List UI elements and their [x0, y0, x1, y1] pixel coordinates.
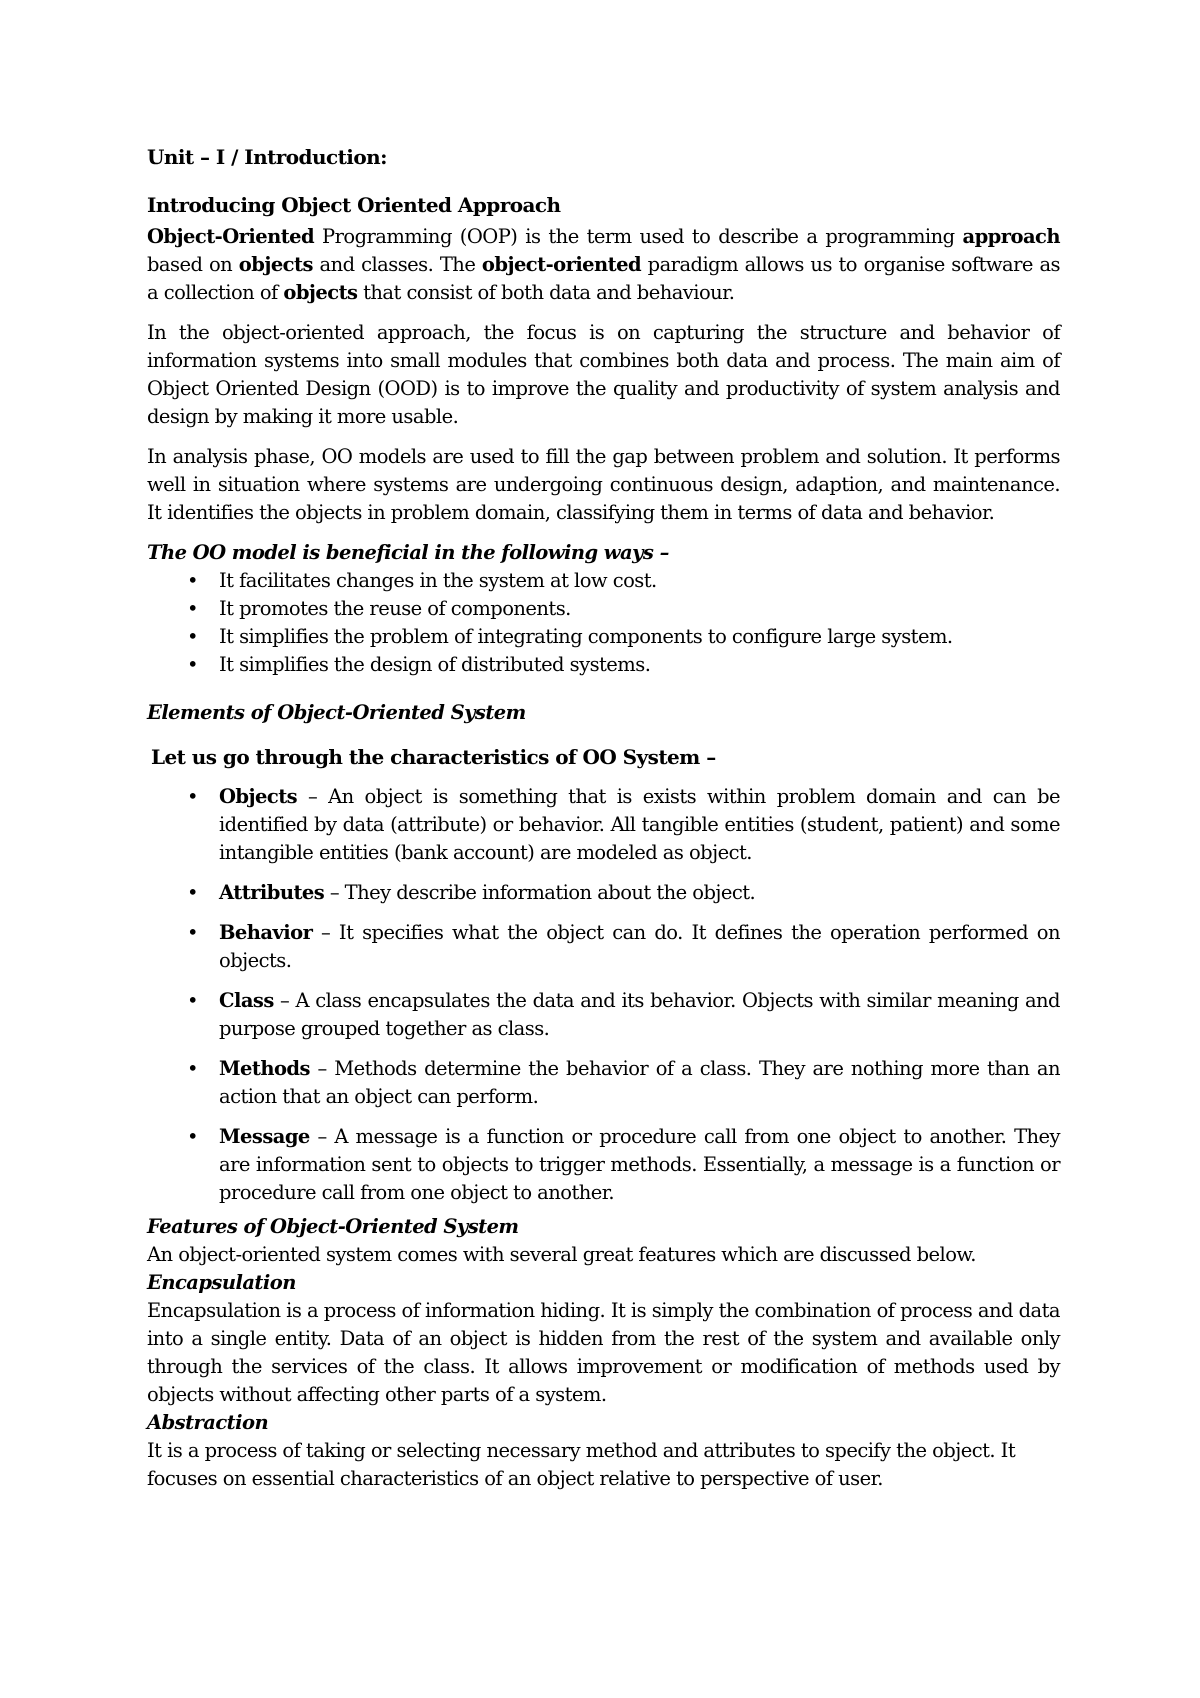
benefits-list [147, 567, 1060, 679]
characteristic-desc: – An object is something that is exists within problem domain and can be identified by data (attribute) or behavior. All tangible entities (student, patient) and some intangible entities (bank account) are modeled as object. [219, 785, 1060, 864]
characteristic-desc: – Methods determine the behavior of a class. They are nothing more than an action that an object can perform. [219, 1057, 1060, 1108]
oop-text-1: Programming (OOP) is the term used to describe a programming [314, 225, 963, 248]
oop-paragraph [147, 223, 1060, 307]
list-item [147, 1055, 1060, 1111]
characteristic-desc: – A class encapsulates the data and its behavior. Objects with similar meaning and purpose grouped together as class. [219, 989, 1060, 1040]
list-item [147, 783, 1060, 867]
analysis-paragraph: In analysis phase, OO models are used to fill the gap between problem and solution. It performs well in situation where systems are undergoing continuous design, adaption, and maintenance. It identifies the objects in problem domain, classifying them in terms of data and behavior. [147, 445, 1060, 524]
oop-text-2: based on [147, 253, 239, 276]
list-item: • It simplifies the design of distributed systems. [147, 651, 1060, 679]
oop-text-4: paradigm allows us to organise software as a collection of [147, 253, 1060, 304]
encapsulation-text: Encapsulation is a process of information hiding. It is simply the combination of process and data into a single entity. Data of an object is hidden from the rest of the system and available only through the services of the class. It allows improvement or modification of methods used by objects without affecting other parts of a system. [147, 1299, 1060, 1406]
oop-term: Object-Oriented [147, 225, 315, 248]
list-item [147, 1123, 1060, 1207]
intro-heading: Introducing Object Oriented Approach [147, 193, 561, 217]
encapsulation-heading: Encapsulation [147, 1271, 296, 1294]
focus-paragraph: In the object-oriented approach, the focus is on capturing the structure and behavior of information systems into small modules that combines both data and process. The main aim of Object Oriented Design (OOD) is to improve the quality and productivity of system analysis and design by making it more usable. [147, 321, 1060, 428]
oop-text-3: and classes. The [312, 253, 482, 276]
characteristics-heading: Let us go through the characteristics of OO System – [151, 745, 716, 769]
list-item: • It simplifies the problem of integrating components to configure large system. [147, 623, 1060, 651]
list-item: • It promotes the reuse of components. [147, 595, 1060, 623]
abstraction-heading: Abstraction [147, 1411, 269, 1434]
elements-heading: Elements of Object-Oriented System [147, 701, 526, 724]
features-intro: An object-oriented system comes with several great features which are discussed below. [147, 1243, 976, 1266]
characteristic-term: Class [219, 989, 274, 1012]
document-body [147, 143, 1060, 1493]
objects-term: objects [238, 253, 313, 276]
oop-text-5: that consist of both data and behaviour. [357, 281, 735, 304]
characteristic-term: Behavior [219, 921, 313, 944]
characteristic-desc: – It specifies what the object can do. It defines the operation performed on objects. [219, 921, 1060, 972]
list-item [147, 987, 1060, 1043]
characteristic-desc: – They describe information about the object. [324, 881, 756, 904]
approach-term: approach [962, 225, 1060, 248]
benefits-heading: The OO model is beneficial in the following ways – [147, 541, 669, 564]
list-item: • It facilitates changes in the system at low cost. [147, 567, 1060, 595]
features-heading: Features of Object-Oriented System [147, 1215, 519, 1238]
abstraction-text: It is a process of taking or selecting necessary method and attributes to specify the object. It focuses on essential characteristics of an object relative to perspective of user. [147, 1439, 1016, 1490]
characteristic-desc: – A message is a function or procedure call from one object to another. They are information sent to objects to trigger methods. Essentially, a message is a function or procedure call from one object to another. [219, 1125, 1060, 1204]
unit-heading: Unit – I / Introduction: [147, 145, 387, 169]
characteristics-list [147, 783, 1060, 1207]
characteristic-term: Methods [219, 1057, 310, 1080]
characteristic-term: Message [219, 1125, 310, 1148]
objects-term-2: objects [283, 281, 358, 304]
characteristic-term: Attributes [219, 881, 325, 904]
list-item [147, 919, 1060, 975]
object-oriented-term: object-oriented [481, 253, 642, 276]
list-item [147, 879, 1060, 907]
characteristic-term: Objects [219, 785, 298, 808]
